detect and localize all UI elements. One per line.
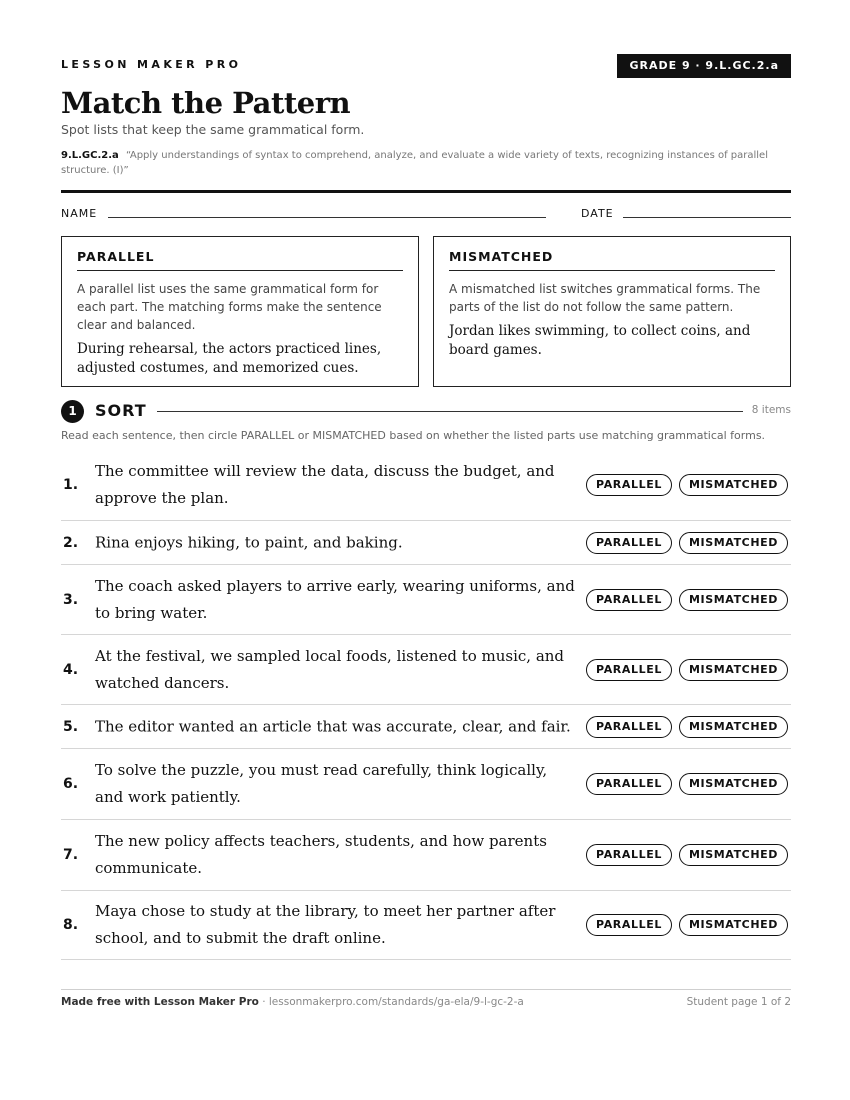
- footer-separator: ·: [258, 996, 269, 1008]
- parallel-option[interactable]: PARALLEL: [586, 474, 672, 496]
- footer-divider: [61, 989, 791, 990]
- mismatched-card-description: A mismatched list switches grammatical forms. The parts of the list do not follow the same pattern.: [449, 282, 761, 314]
- item-number: 8.: [63, 917, 79, 933]
- choice-group: [586, 532, 788, 554]
- sort-items-list: [61, 450, 791, 960]
- brand-name: LESSON MAKER PRO: [61, 58, 242, 71]
- parallel-card-description: A parallel list uses the same grammatical form for each part. The matching forms make the sentence clear and balanced.: [77, 282, 382, 332]
- date-field[interactable]: [623, 217, 791, 218]
- header-divider: [61, 190, 791, 193]
- item-number: 4.: [63, 661, 79, 678]
- item-sentence: The coach asked players to arrive early, wearing uniforms, and to bring water.: [95, 576, 575, 622]
- parallel-card-title: PARALLEL: [77, 249, 403, 271]
- footer-made-with: Made free with Lesson Maker Pro: [61, 996, 259, 1008]
- item-sentence: To solve the puzzle, you must read carefully, think logically, and work patiently.: [95, 761, 548, 806]
- parallel-option[interactable]: PARALLEL: [586, 589, 672, 611]
- choice-group: [586, 659, 788, 681]
- item-number: 7.: [63, 847, 79, 863]
- mismatched-option[interactable]: MISMATCHED: [679, 914, 788, 936]
- parallel-option[interactable]: PARALLEL: [586, 532, 672, 554]
- parallel-card-example: During rehearsal, the actors practiced lines, adjusted costumes, and memorized cues.: [77, 341, 382, 376]
- parallel-option[interactable]: PARALLEL: [586, 773, 672, 795]
- item-number: 5.: [63, 718, 79, 735]
- section-title: SORT: [95, 401, 147, 420]
- list-item: [61, 891, 791, 960]
- list-item: [61, 749, 791, 820]
- choice-group: [586, 844, 788, 866]
- mismatched-option[interactable]: MISMATCHED: [679, 716, 788, 738]
- name-label: NAME: [61, 207, 98, 220]
- date-label: DATE: [581, 207, 614, 220]
- mismatched-card-example: Jordan likes swimming, to collect coins, and board games.: [449, 323, 751, 358]
- choice-group: [586, 716, 788, 738]
- section-number-badge: 1: [61, 400, 84, 423]
- standard-code: 9.L.GC.2.a: [61, 150, 119, 161]
- standard-note: [61, 148, 791, 178]
- mismatched-card-title: MISMATCHED: [449, 249, 775, 271]
- name-field[interactable]: [108, 217, 546, 218]
- page-subtitle: Spot lists that keep the same grammatical form.: [61, 122, 365, 137]
- mismatched-option[interactable]: MISMATCHED: [679, 773, 788, 795]
- item-sentence: The committee will review the data, discuss the budget, and approve the plan.: [95, 462, 555, 507]
- mismatched-option[interactable]: MISMATCHED: [679, 844, 788, 866]
- page-footer: [61, 996, 791, 1008]
- parallel-option[interactable]: PARALLEL: [586, 844, 672, 866]
- item-count: 8 items: [751, 404, 791, 416]
- list-item: [61, 450, 791, 521]
- list-item: [61, 820, 791, 891]
- standard-text: “Apply understandings of syntax to comprehend, analyze, and evaluate a wide variety of texts, recognizing instances of parallel structure. (I)”: [61, 150, 768, 176]
- parallel-option[interactable]: PARALLEL: [586, 659, 672, 681]
- item-number: 6.: [63, 776, 79, 792]
- page-number: Student page 1 of 2: [686, 996, 791, 1008]
- mismatched-card: [433, 236, 791, 387]
- parallel-option[interactable]: PARALLEL: [586, 914, 672, 936]
- list-item: [61, 635, 791, 705]
- mismatched-option[interactable]: MISMATCHED: [679, 532, 788, 554]
- item-number: 3.: [63, 591, 79, 608]
- list-item: [61, 705, 791, 749]
- section-divider: [157, 411, 743, 412]
- list-item: [61, 565, 791, 635]
- footer-url[interactable]: lessonmakerpro.com/standards/ga-ela/9-l-gc-2-a: [268, 996, 524, 1008]
- section-instructions: Read each sentence, then circle PARALLEL or MISMATCHED based on whether the listed parts use matching grammatical forms.: [61, 429, 766, 442]
- parallel-option[interactable]: PARALLEL: [586, 716, 672, 738]
- grade-badge: GRADE 9 · 9.L.GC.2.a: [617, 54, 791, 78]
- choice-group: [586, 914, 788, 936]
- item-sentence: Maya chose to study at the library, to meet her partner after school, and to submit the draft online.: [95, 902, 556, 947]
- mismatched-option[interactable]: MISMATCHED: [679, 659, 788, 681]
- page-title: Match the Pattern: [61, 86, 351, 120]
- item-number: 1.: [63, 477, 79, 493]
- choice-group: [586, 773, 788, 795]
- item-number: 2.: [63, 534, 79, 551]
- section-header: [61, 400, 791, 422]
- choice-group: [586, 589, 788, 611]
- name-date-row: [61, 205, 791, 221]
- header-bar: [61, 54, 791, 78]
- mismatched-option[interactable]: MISMATCHED: [679, 589, 788, 611]
- list-item: [61, 521, 791, 565]
- item-sentence: The new policy affects teachers, students, and how parents communicate.: [95, 832, 547, 877]
- item-sentence: The editor wanted an article that was accurate, clear, and fair.: [95, 717, 571, 735]
- item-sentence: At the festival, we sampled local foods, listened to music, and watched dancers.: [95, 646, 565, 692]
- mismatched-option[interactable]: MISMATCHED: [679, 474, 788, 496]
- parallel-card: [61, 236, 419, 387]
- choice-group: [586, 474, 788, 496]
- item-sentence: Rina enjoys hiking, to paint, and baking.: [95, 533, 403, 551]
